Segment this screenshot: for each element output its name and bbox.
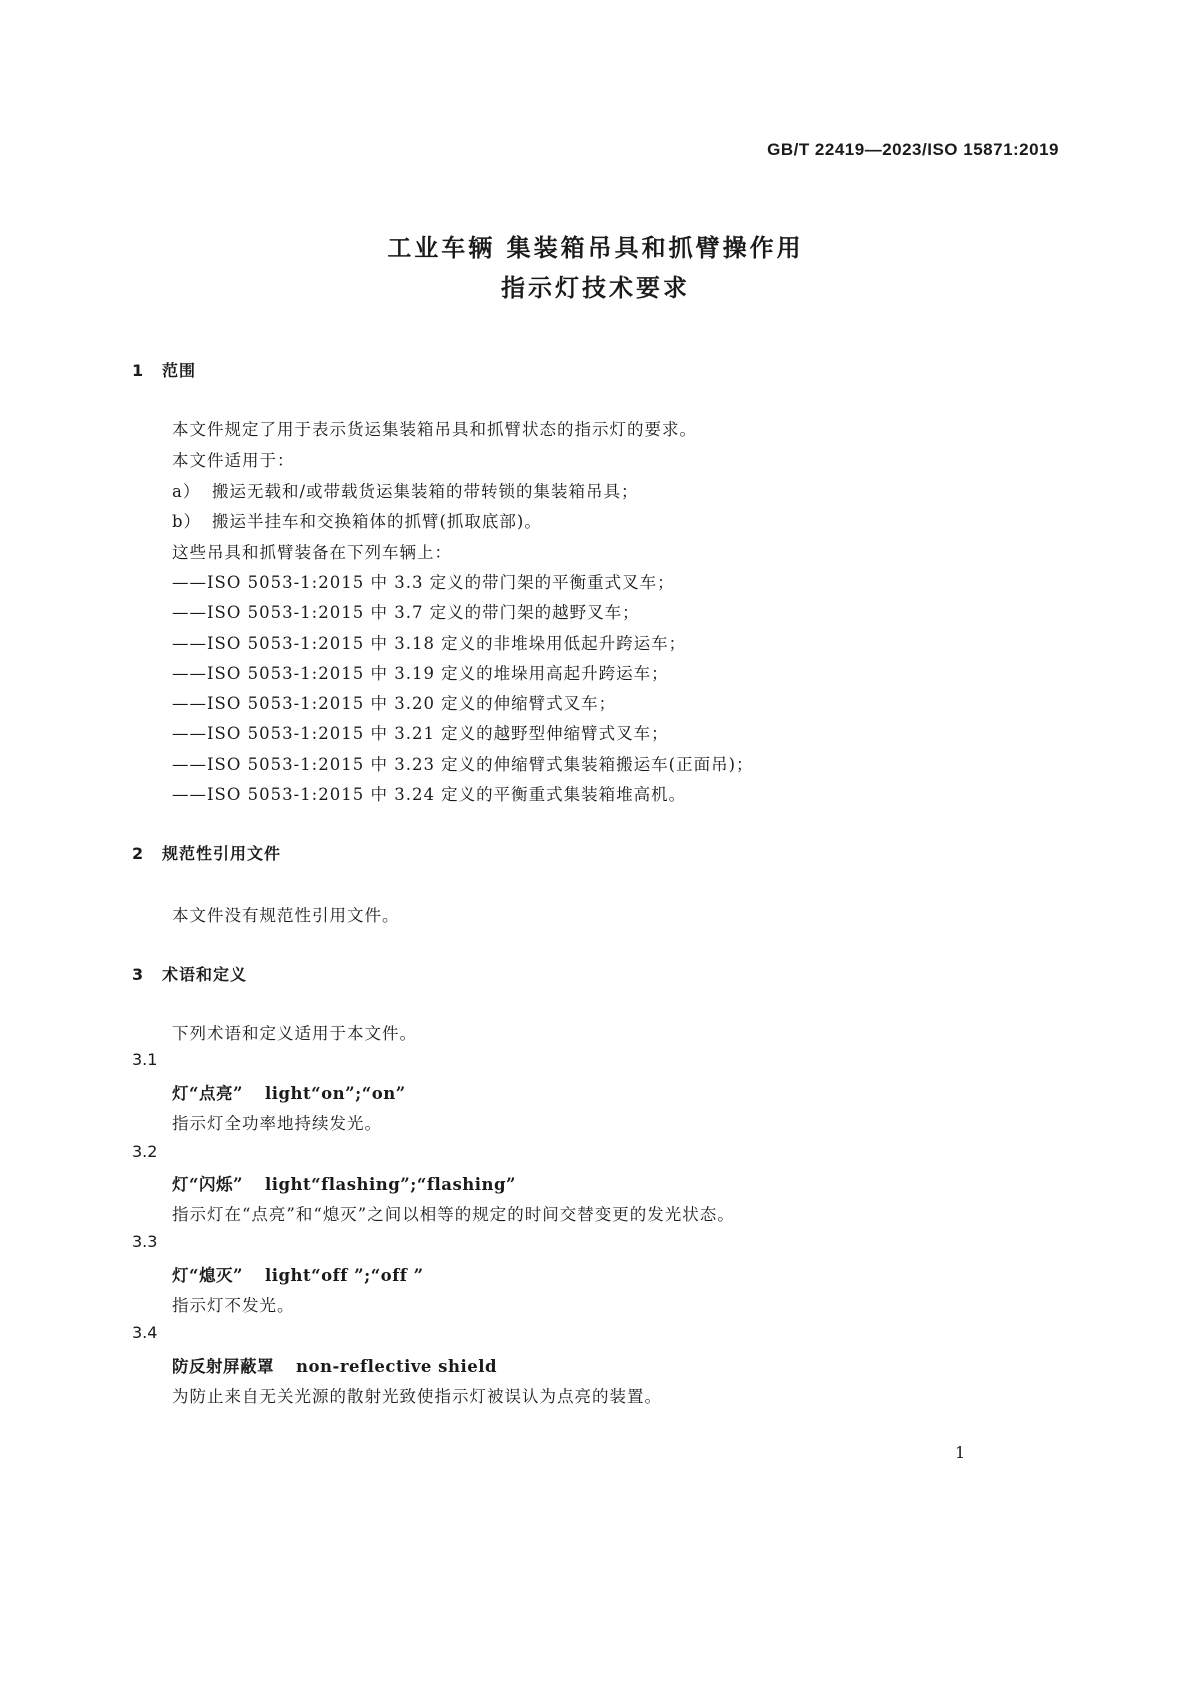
term-number: 3.3 [132, 1232, 158, 1251]
section-number: 2 [132, 844, 145, 863]
term-en: light“flashing”;“flashing” [264, 1175, 517, 1194]
list-item: ——ISO 5053-1:2015 中 3.21 定义的越野型伸缩臂式叉车； [172, 724, 669, 743]
paragraph: 本文件适用于： [172, 451, 295, 470]
term-definition: 为防止来自无关光源的散射光致使指示灯被误认为点亮的装置。 [172, 1387, 662, 1406]
list-item: ——ISO 5053-1:2015 中 3.19 定义的堆垛用高起升跨运车； [172, 664, 669, 683]
term-number: 3.4 [132, 1323, 158, 1342]
page-number: 1 [955, 1443, 966, 1462]
list-item: ——ISO 5053-1:2015 中 3.18 定义的非堆垛用低起升跨运车； [172, 634, 687, 653]
document-title-line2: 指示灯技术要求 [501, 274, 690, 302]
term-number: 3.1 [132, 1050, 158, 1069]
list-item [172, 508, 542, 532]
document-title-line1: 工业车辆 集装箱吊具和抓臂操作用 [387, 234, 804, 262]
term-en: light“off ”;“off ” [264, 1266, 424, 1285]
paragraph: 下列术语和定义适用于本文件。 [172, 1024, 417, 1043]
section-number: 3 [132, 965, 145, 984]
section-1-heading [132, 358, 196, 381]
term-zh: 灯“熄灭” [172, 1266, 243, 1285]
paragraph: 本文件没有规范性引用文件。 [172, 906, 400, 925]
term-en: non-reflective shield [296, 1357, 498, 1376]
term-title [172, 1080, 406, 1104]
term-number: 3.2 [132, 1142, 158, 1161]
section-number: 1 [132, 361, 145, 380]
term-definition: 指示灯在“点亮”和“熄灭”之间以相等的规定的时间交替变更的发光状态。 [172, 1205, 735, 1224]
section-2-heading [132, 841, 281, 864]
list-item: ——ISO 5053-1:2015 中 3.3 定义的带门架的平衡重式叉车； [172, 573, 675, 592]
section-title: 术语和定义 [162, 965, 248, 984]
section-title: 范围 [162, 361, 197, 380]
term-title [172, 1171, 516, 1195]
term-zh: 灯“点亮” [172, 1084, 243, 1103]
list-text: 搬运半挂车和交换箱体的抓臂(抓取底部)。 [212, 512, 542, 531]
paragraph: 这些吊具和抓臂装备在下列车辆上： [172, 543, 452, 562]
standard-code: GB/T 22419—2023/ISO 15871:2019 [767, 140, 1059, 159]
term-zh: 防反射屏蔽罩 [172, 1357, 274, 1376]
term-definition: 指示灯全功率地持续发光。 [172, 1114, 382, 1133]
term-title [172, 1262, 424, 1286]
list-item [172, 478, 639, 502]
paragraph: 本文件规定了用于表示货运集装箱吊具和抓臂状态的指示灯的要求。 [172, 420, 697, 439]
list-text: 搬运无载和/或带载货运集装箱的带转锁的集装箱吊具； [212, 482, 639, 501]
term-definition: 指示灯不发光。 [172, 1296, 295, 1315]
list-item: ——ISO 5053-1:2015 中 3.24 定义的平衡重式集装箱堆高机。 [172, 785, 687, 804]
list-label: b） [172, 512, 202, 531]
list-label: a） [172, 482, 201, 501]
term-zh: 灯“闪烁” [172, 1175, 243, 1194]
list-item: ——ISO 5053-1:2015 中 3.20 定义的伸缩臂式叉车； [172, 694, 617, 713]
term-title [172, 1353, 497, 1377]
term-en: light“on”;“on” [264, 1084, 406, 1103]
section-title: 规范性引用文件 [162, 844, 282, 863]
list-item: ——ISO 5053-1:2015 中 3.23 定义的伸缩臂式集装箱搬运车(正面吊)； [172, 755, 754, 774]
section-3-heading [132, 962, 247, 985]
list-item: ——ISO 5053-1:2015 中 3.7 定义的带门架的越野叉车； [172, 603, 640, 622]
